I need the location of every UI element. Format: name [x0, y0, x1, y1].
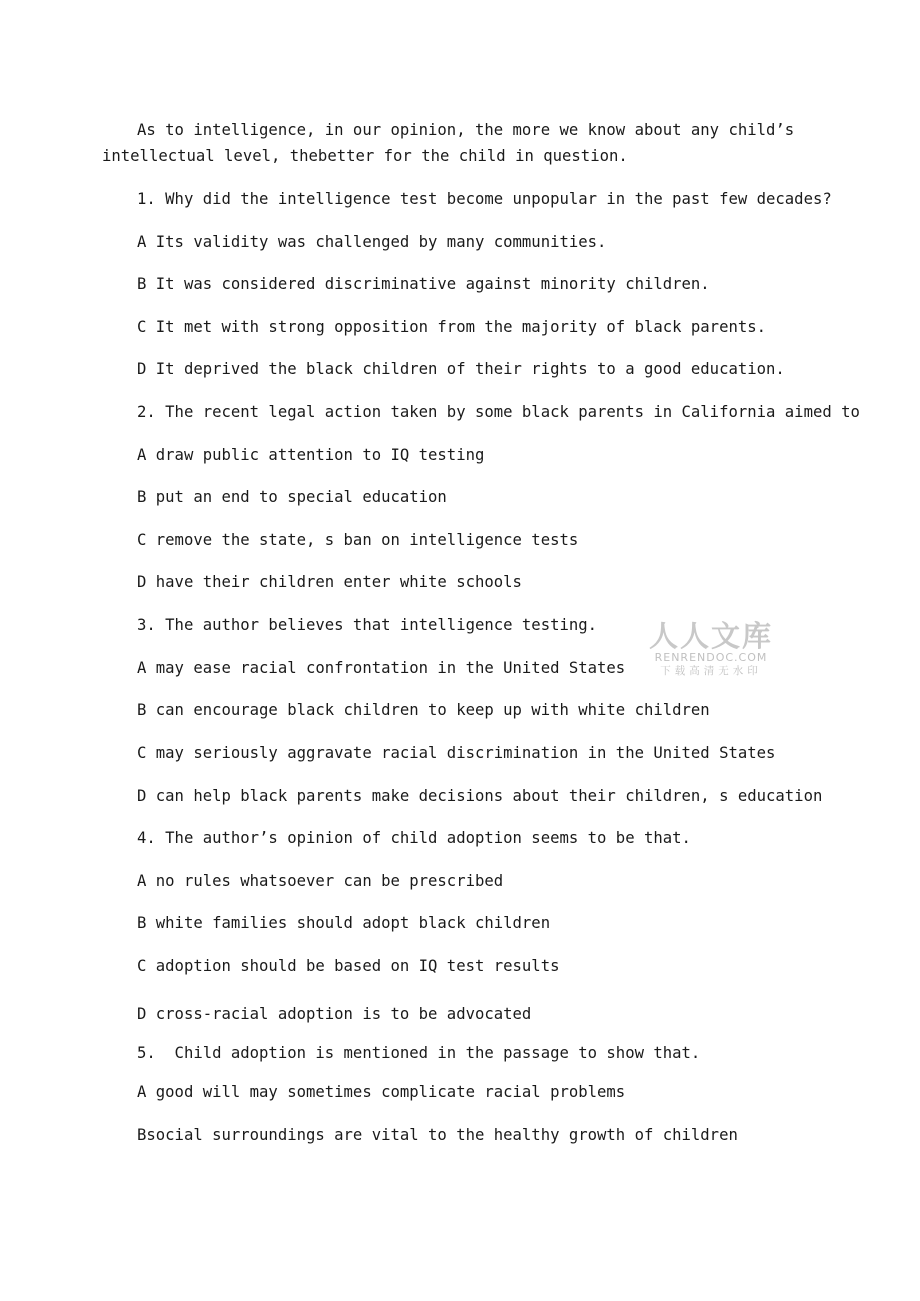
question-4-stem: 4. The author’s opinion of child adoption seems to be that. — [137, 829, 691, 847]
question-3-option-b: B can encourage black children to keep up with white children — [137, 701, 710, 719]
question-2-option-b: B put an end to special education — [137, 488, 447, 506]
question-1-stem: 1. Why did the intelligence test become unpopular in the past few decades? — [137, 190, 832, 208]
question-5-stem: 5. Child adoption is mentioned in the passage to show that. — [137, 1044, 701, 1062]
intro-line-1: As to intelligence, in our opinion, the more we know about any child’s — [137, 121, 795, 139]
question-2-option-c: C remove the state, s ban on intelligence tests — [137, 531, 579, 549]
question-1-option-b: B It was considered discriminative against minority children. — [137, 275, 710, 293]
question-3-option-c: C may seriously aggravate racial discrimination in the United States — [137, 744, 776, 762]
watermark-brand: 人人文库 — [648, 619, 773, 653]
question-2-option-a: A draw public attention to IQ testing — [137, 446, 485, 464]
watermark — [646, 620, 776, 678]
question-4-option-d: D cross-racial adoption is to be advocated — [137, 1005, 532, 1023]
question-1-option-d: D It deprived the black children of their rights to a good education. — [137, 360, 785, 378]
question-4-option-b: B white families should adopt black children — [137, 914, 551, 932]
intro-line-2: intellectual level, thebetter for the child in question. — [102, 147, 628, 165]
question-2-stem: 2. The recent legal action taken by some black parents in California aimed to — [137, 403, 860, 421]
question-2-option-d: D have their children enter white schools — [137, 573, 522, 591]
question-5-option-a: A good will may sometimes complicate racial problems — [137, 1083, 626, 1101]
question-1-option-a: A Its validity was challenged by many communities. — [137, 233, 607, 251]
watermark-tagline: 下载高清无水印 — [660, 665, 762, 677]
question-4-option-a: A no rules whatsoever can be prescribed — [137, 872, 504, 890]
question-3-stem: 3. The author believes that intelligence testing. — [137, 616, 598, 634]
question-4-option-c: C adoption should be based on IQ test results — [137, 957, 560, 975]
watermark-url: RENRENDOC.COM — [654, 651, 768, 664]
question-1-option-c: C It met with strong opposition from the majority of black parents. — [137, 318, 767, 336]
question-5-option-b: Bsocial surroundings are vital to the healthy growth of children — [137, 1126, 738, 1144]
question-3-option-d: D can help black parents make decisions about their children, s education — [137, 787, 823, 805]
question-3-option-a: A may ease racial confrontation in the United States — [137, 659, 626, 677]
